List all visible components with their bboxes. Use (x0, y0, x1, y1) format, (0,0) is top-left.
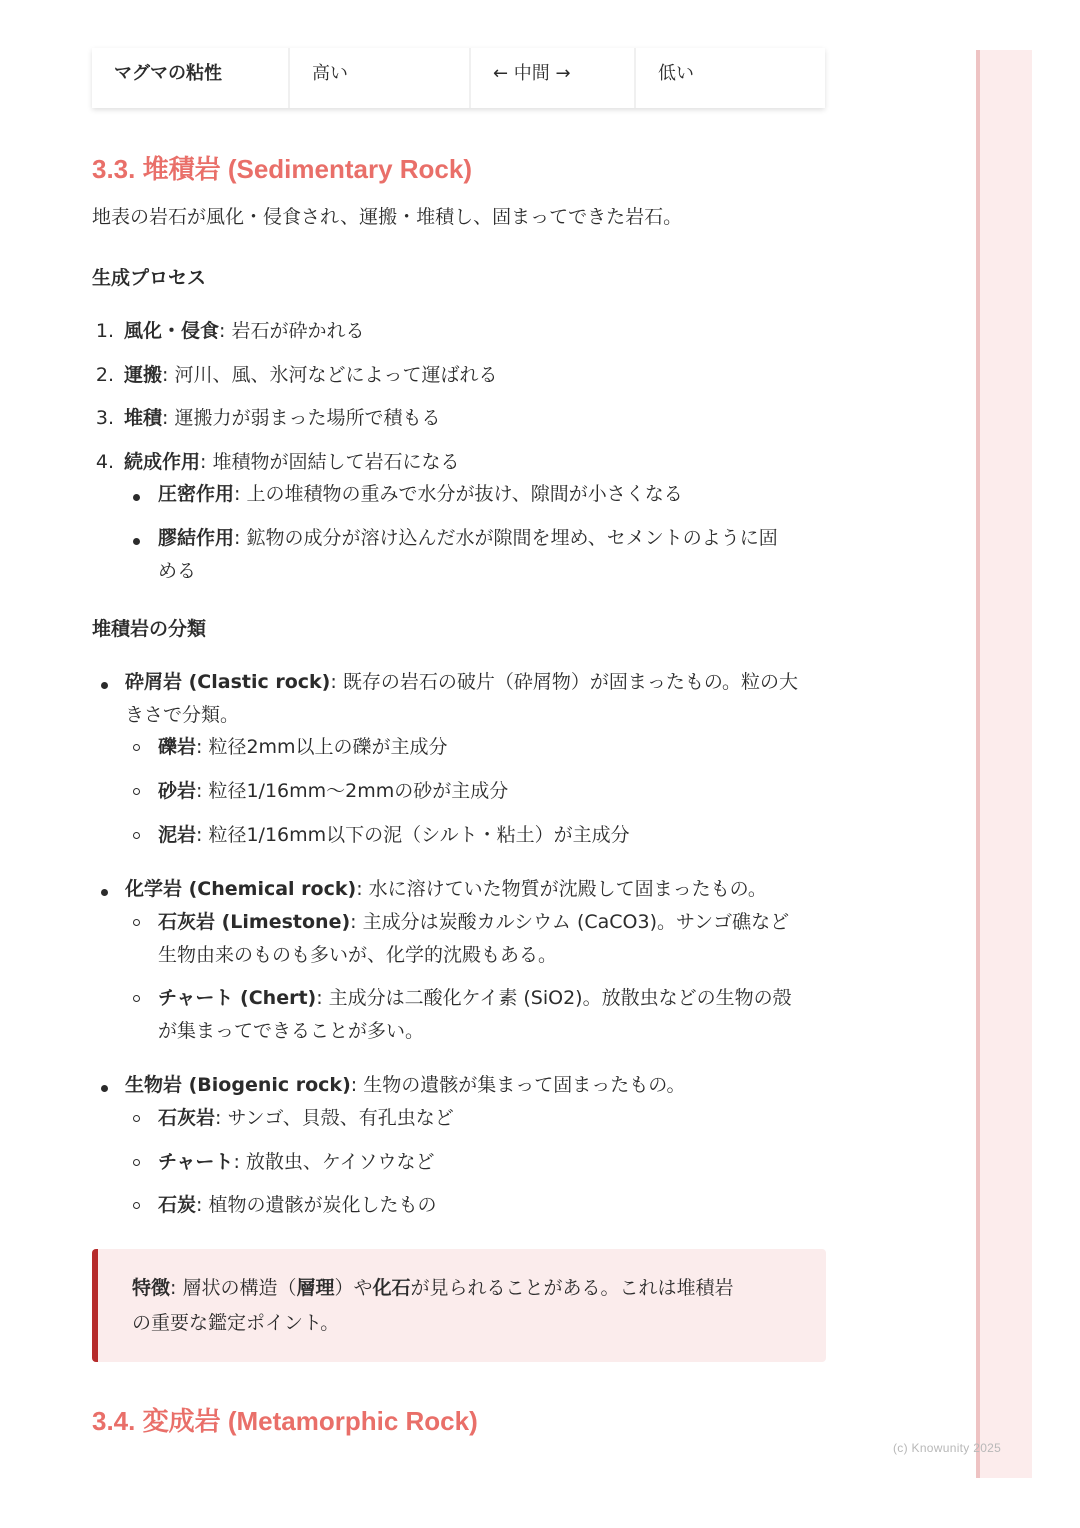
item-desc: : 主成分は炭酸カルシウム (CaCO3)。サンゴ礁など (350, 911, 790, 933)
list-number: 3. (95, 407, 114, 429)
bullet-ring (133, 1159, 140, 1166)
bullet-ring (133, 995, 140, 1002)
table-cell-high: 高い (290, 48, 471, 108)
list-item (158, 731, 448, 764)
item-term: チャート (158, 1151, 234, 1173)
step-desc: : 岩石が砕かれる (219, 320, 365, 342)
list-item (158, 775, 508, 808)
step-desc: : 堆積物が固結して岩石になる (200, 451, 460, 473)
item-term: 砕屑岩 (Clastic rock) (125, 671, 331, 693)
bullet-ring (133, 919, 140, 926)
list-item (158, 478, 828, 511)
item-desc: : サンゴ、貝殻、有孔虫など (215, 1107, 454, 1129)
bullet-ring (133, 1202, 140, 1209)
item-desc: : 上の堆積物の重みで水分が抜け、隙間が小さくなる (234, 483, 683, 505)
item-desc: : 粒径1/16mm以下の泥（シルト・粘土）が主成分 (196, 824, 630, 846)
list-number: 2. (95, 364, 114, 386)
bullet-dot (101, 889, 108, 896)
item-desc: : 植物の遺骸が炭化したもの (196, 1194, 437, 1216)
step-desc: : 運搬力が弱まった場所で積もる (162, 407, 441, 429)
bullet-dot (133, 494, 140, 501)
item-term: 石灰岩 (Limestone) (158, 911, 351, 933)
callout-strong: 層理 (296, 1277, 335, 1299)
list-item (125, 873, 767, 906)
item-desc: : 放散虫、ケイソウなど (233, 1151, 435, 1173)
item-desc-continued: きさで分類。 (125, 704, 240, 726)
process-heading: 生成プロセス (92, 267, 207, 289)
callout-span: が見られることがある。これは堆積岩 (410, 1277, 734, 1299)
item-desc-continued: が集まってできることが多い。 (158, 1020, 425, 1042)
item-desc: : 水に溶けていた物質が沈殿して固まったもの。 (356, 878, 767, 900)
item-term: 生物岩 (Biogenic rock) (125, 1074, 351, 1096)
item-desc: : 生物の遺骸が集まって固まったもの。 (350, 1074, 686, 1096)
table-cell-low: 低い (658, 63, 694, 84)
feature-callout (92, 1249, 826, 1362)
list-item (158, 819, 630, 852)
table-cell-label: マグマの粘性 (92, 48, 290, 108)
item-term: 化学岩 (Chemical rock) (125, 878, 357, 900)
list-item (158, 1102, 454, 1135)
item-term: 石灰岩 (158, 1107, 216, 1129)
item-term: 泥岩 (158, 824, 197, 846)
callout-span: ）や (334, 1277, 373, 1299)
callout-span: の重要な鑑定ポイント。 (132, 1312, 340, 1334)
right-margin-rail (976, 50, 1032, 1478)
callout-strong: 化石 (372, 1277, 411, 1299)
step-term: 風化・侵食 (124, 320, 220, 342)
classification-heading: 堆積岩の分類 (92, 618, 207, 640)
item-desc: : 主成分は二酸化ケイ素 (SiO2)。放散虫などの生物の殻 (316, 987, 792, 1009)
bullet-ring (133, 1115, 140, 1122)
rail-edge (976, 50, 980, 1478)
section-heading-sedimentary: 3.3. 堆積岩 (Sedimentary Rock) (92, 154, 472, 184)
item-desc: : 既存の岩石の破片（砕屑物）が固まったもの。粒の大 (330, 671, 799, 693)
list-number: 1. (95, 320, 114, 342)
item-term: 石炭 (158, 1194, 197, 1216)
step-desc: : 河川、風、氷河などによって運ばれる (162, 364, 498, 386)
item-term: 膠結作用 (158, 527, 235, 549)
callout-term: 特徴 (132, 1277, 171, 1299)
bullet-ring (133, 744, 140, 751)
item-desc: : 鉱物の成分が溶け込んだ水が隙間を埋め、セメントのように固 (234, 527, 778, 549)
item-term: 圧密作用 (158, 483, 235, 505)
section-heading-metamorphic: 3.4. 変成岩 (Metamorphic Rock) (92, 1406, 478, 1436)
item-desc: : 粒径1/16mm〜2mmの砂が主成分 (196, 780, 509, 802)
item-desc: : 粒径2mm以上の礫が主成分 (196, 736, 448, 758)
list-item (158, 1146, 435, 1179)
callout-accent-bar (92, 1249, 98, 1362)
table-cell-middle: ← 中間 → (471, 48, 636, 108)
list-number: 4. (95, 451, 114, 473)
item-term: 礫岩 (158, 736, 197, 758)
list-item (158, 1189, 436, 1222)
list-item (125, 1069, 685, 1102)
callout-span: : 層状の構造（ (170, 1277, 297, 1299)
bullet-dot (101, 1085, 108, 1092)
bullet-ring (133, 788, 140, 795)
item-desc-continued: 生物由来のものも多いが、化学的沈殿もある。 (158, 944, 558, 966)
copyright-watermark: (c) Knowunity 2025 (893, 1441, 1002, 1455)
list-item (158, 522, 828, 555)
item-term: 砂岩 (158, 780, 197, 802)
step-term: 続成作用 (124, 451, 201, 473)
bullet-dot (133, 538, 140, 545)
magma-viscosity-table-row (92, 48, 825, 108)
bullet-ring (133, 832, 140, 839)
list-item (158, 906, 789, 939)
list-item (158, 982, 792, 1015)
item-desc-continued: める (158, 560, 197, 582)
step-term: 堆積 (124, 407, 163, 429)
list-item (125, 666, 830, 699)
step-term: 運搬 (124, 364, 163, 386)
callout-text (132, 1271, 812, 1341)
section-intro: 地表の岩石が風化・侵食され、運搬・堆積し、固まってできた岩石。 (92, 206, 683, 228)
item-term: チャート (Chert) (158, 987, 317, 1009)
bullet-dot (101, 682, 108, 689)
